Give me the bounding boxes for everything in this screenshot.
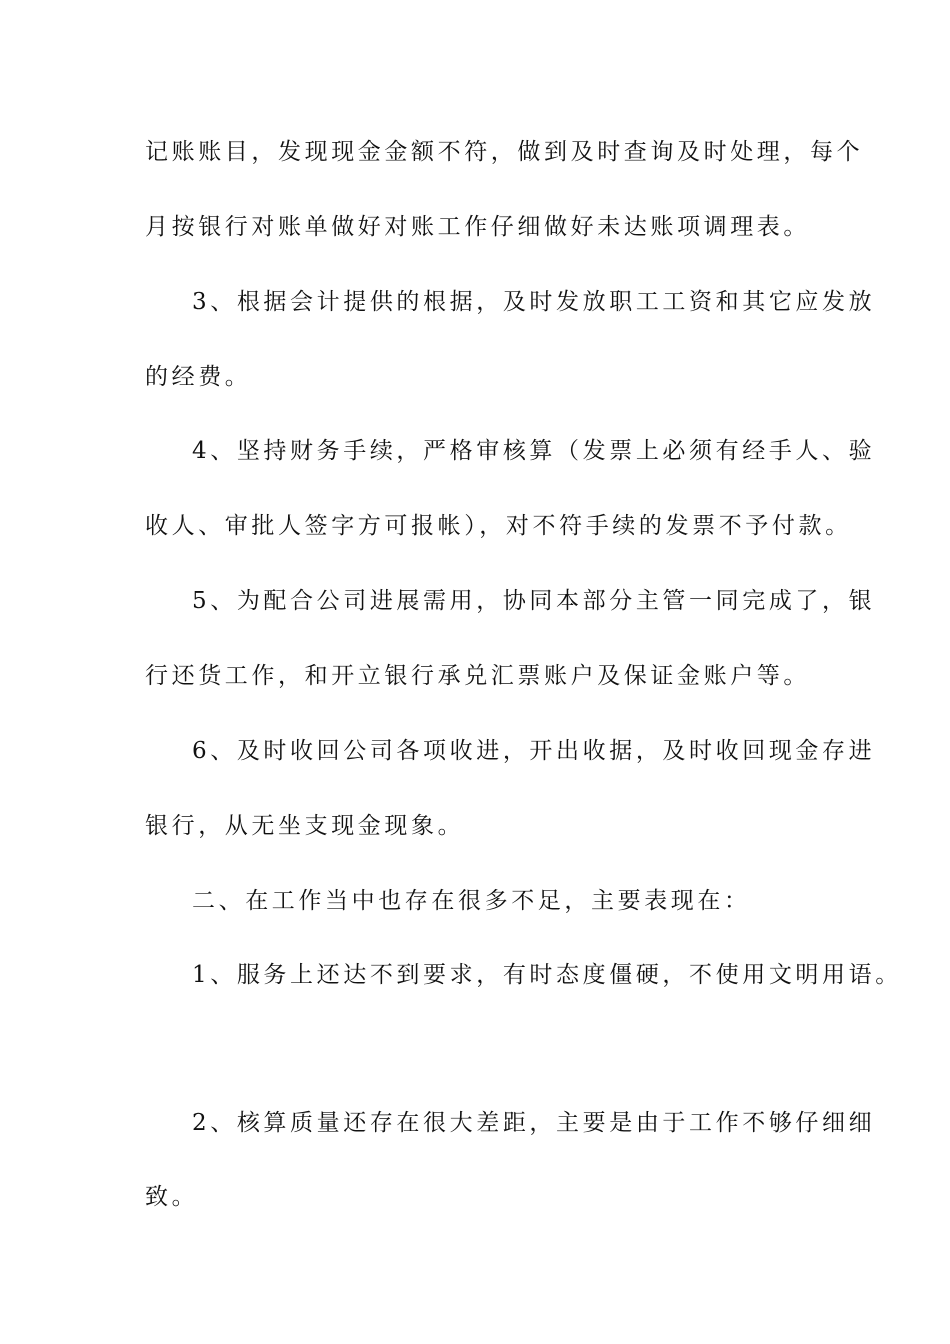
paragraph-line: 致。 (145, 1184, 199, 1210)
paragraph-line: 月按银行对账单做好对账工作仔细做好未达账项调理表。 (145, 214, 810, 240)
paragraph-line: 5、为配合公司进展需用，协同本部分主管一同完成了，银 (192, 588, 876, 614)
paragraph-line: 银行，从无坐支现金现象。 (145, 813, 465, 839)
paragraph-line: 的经费。 (145, 364, 252, 390)
paragraph-line: 2、核算质量还存在很大差距，主要是由于工作不够仔细细 (192, 1110, 876, 1136)
paragraph-line: 6、及时收回公司各项收进，开出收据，及时收回现金存进 (192, 738, 876, 764)
paragraph-line: 收人、审批人签字方可报帐），对不符手续的发票不予付款。 (145, 513, 852, 539)
paragraph-line: 4、坚持财务手续，严格审核算（发票上必须有经手人、验 (192, 438, 876, 464)
paragraph-line: 1、服务上还达不到要求，有时态度僵硬，不使用文明用语。 (192, 962, 902, 988)
section-heading: 二、在工作当中也存在很多不足，主要表现在： (192, 888, 751, 914)
paragraph-line: 行还货工作，和开立银行承兑汇票账户及保证金账户等。 (145, 663, 810, 689)
paragraph-line: 记账账目，发现现金金额不符，做到及时查询及时处理，每个 (145, 139, 864, 165)
paragraph-line: 3、根据会计提供的根据，及时发放职工工资和其它应发放 (192, 289, 876, 315)
